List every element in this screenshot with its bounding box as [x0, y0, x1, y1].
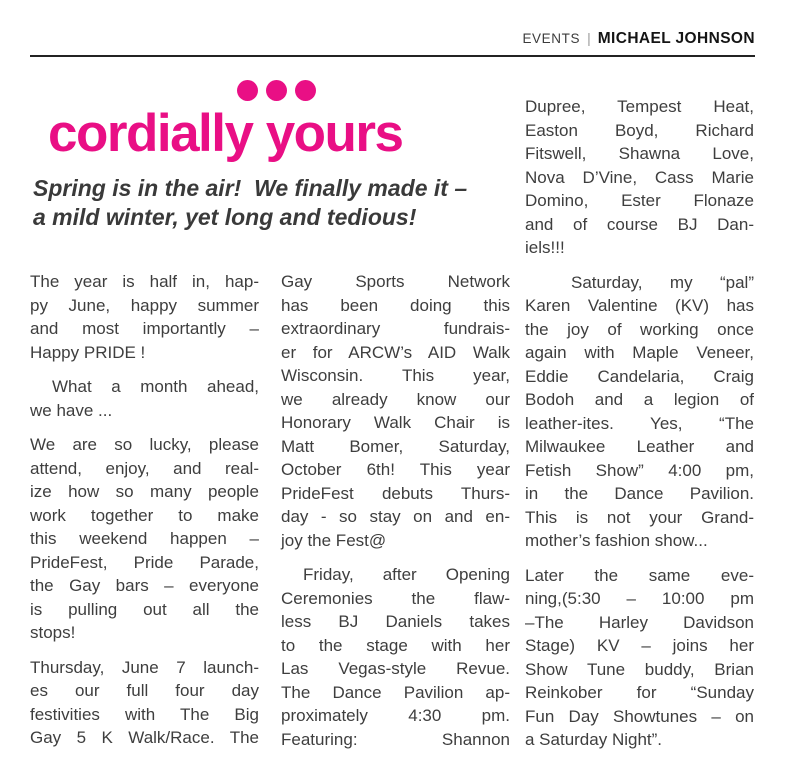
- text-line: again with Maple Veneer,: [525, 343, 754, 362]
- text-line: PrideFest debuts Thurs-: [281, 483, 510, 503]
- subtitle-line-1: Spring is in the air! We finally made it –: [33, 175, 468, 201]
- masthead-dots-icon: [237, 80, 510, 101]
- article-body: [30, 57, 755, 763]
- text-line: stops!: [30, 623, 76, 642]
- text-line: Later the same eve-: [525, 565, 754, 585]
- text-line: es our full four day: [30, 681, 259, 700]
- text-line: Gay Sports Network: [281, 272, 510, 291]
- text-line: er for ARCW’s AID Walk: [281, 342, 510, 362]
- text-line: is pulling out all the: [30, 599, 259, 619]
- text-line: a Saturday Night”.: [525, 730, 663, 749]
- right-area: [525, 57, 755, 763]
- text-line: extraordinary fundrais-: [281, 319, 510, 338]
- text-line: Thursday, June 7 launch-: [30, 657, 259, 677]
- author-byline: MICHAEL JOHNSON: [597, 30, 755, 47]
- text-line: attend, enjoy, and real-: [30, 458, 259, 478]
- page-header: [30, 30, 755, 48]
- text-column-3: [525, 95, 754, 752]
- text-line: mother’s fashion show...: [525, 531, 708, 550]
- text-line: Reinkober for “Sunday: [525, 683, 754, 702]
- text-line: in the Dance Pavilion.: [525, 484, 754, 503]
- text-line: the joy of working once: [525, 319, 754, 339]
- text-line: and of course BJ Dan-: [525, 214, 754, 234]
- text-line: has been doing this: [281, 295, 510, 315]
- dot-icon: [237, 80, 258, 101]
- text-line: leather-ites. Yes, “The: [525, 413, 754, 433]
- subtitle-line-2: a mild winter, yet long and tedious!: [33, 204, 417, 230]
- text-line: Saturday, my “pal”: [571, 272, 754, 292]
- text-line: less BJ Daniels takes: [281, 612, 510, 631]
- text-line: Fetish Show” 4:00 pm,: [525, 460, 754, 480]
- text-line: joy the Fest@: [281, 530, 387, 550]
- text-line: and most importantly –: [30, 319, 259, 338]
- paragraph: [30, 270, 259, 364]
- paragraph: [281, 270, 510, 552]
- text-line: Easton Boyd, Richard: [525, 120, 754, 140]
- column-title: cordially yours: [48, 104, 403, 163]
- text-line: Fun Day Showtunes – on: [525, 706, 754, 726]
- text-line: Dupree, Tempest Heat,: [525, 97, 754, 116]
- text-line: Honorary Walk Chair is: [281, 413, 510, 432]
- text-line: ize how so many people: [30, 482, 259, 501]
- text-line: we have ...: [30, 400, 113, 420]
- text-line: We are so lucky, please: [30, 435, 259, 454]
- text-line: Las Vegas-style Revue.: [281, 659, 510, 678]
- text-line: Nova D’Vine, Cass Marie: [525, 167, 754, 187]
- text-line: Wisconsin. This year,: [281, 366, 510, 385]
- text-column-1: [30, 270, 259, 762]
- paragraph: [525, 564, 754, 752]
- text-line: The Dance Pavilion ap-: [281, 682, 510, 702]
- text-line: Matt Bomer, Saturday,: [281, 436, 510, 456]
- text-line: Friday, after Opening: [303, 565, 510, 584]
- text-line: Bodoh and a legion of: [525, 390, 754, 409]
- paragraph: [525, 271, 754, 553]
- text-line: Happy PRIDE !: [30, 342, 146, 362]
- text-line: Domino, Ester Flonaze: [525, 191, 754, 210]
- text-line: What a month ahead,: [52, 377, 259, 396]
- text-line: proximately 4:30 pm.: [281, 706, 510, 725]
- header-divider: |: [587, 30, 591, 46]
- text-line: Ceremonies the flaw-: [281, 588, 510, 608]
- paragraph: [30, 375, 259, 422]
- text-line: Gay 5 K Walk/Race. The: [30, 728, 259, 747]
- text-line: Eddie Candelaria, Craig: [525, 366, 754, 386]
- text-line: to the stage with her: [281, 635, 510, 655]
- text-line: Featuring: Shannon: [281, 729, 510, 749]
- paragraph: [30, 656, 259, 750]
- text-line: ning,(5:30 – 10:00 pm: [525, 589, 754, 608]
- text-line: Karen Valentine (KV) has: [525, 296, 754, 315]
- text-line: we already know our: [281, 389, 510, 409]
- text-line: October 6th! This year: [281, 460, 510, 479]
- dot-icon: [295, 80, 316, 101]
- paragraph: [30, 433, 259, 645]
- paragraph: [525, 95, 754, 260]
- text-line: this weekend happen –: [30, 529, 259, 548]
- text-line: festivities with The Big: [30, 704, 259, 724]
- text-line: PrideFest, Pride Parade,: [30, 552, 259, 572]
- columns-1-2: [30, 270, 510, 762]
- text-line: The year is half in, hap-: [30, 272, 259, 291]
- text-line: –The Harley Davidson: [525, 612, 754, 632]
- left-area: [30, 57, 510, 763]
- text-line: work together to make: [30, 505, 259, 525]
- text-line: Fitswell, Shawna Love,: [525, 144, 754, 163]
- text-line: py June, happy summer: [30, 295, 259, 315]
- text-line: Milwaukee Leather and: [525, 437, 754, 456]
- text-line: day - so stay on and en-: [281, 507, 510, 526]
- text-line: Stage) KV – joins her: [525, 636, 754, 655]
- section-label: EVENTS: [522, 31, 581, 46]
- text-line: Show Tune buddy, Brian: [525, 659, 754, 679]
- dot-icon: [266, 80, 287, 101]
- text-line: This is not your Grand-: [525, 507, 754, 527]
- magazine-page: [0, 30, 785, 770]
- text-column-2: [281, 270, 510, 762]
- text-line: iels!!!: [525, 238, 565, 257]
- paragraph: [281, 563, 510, 751]
- text-line: the Gay bars – everyone: [30, 576, 259, 595]
